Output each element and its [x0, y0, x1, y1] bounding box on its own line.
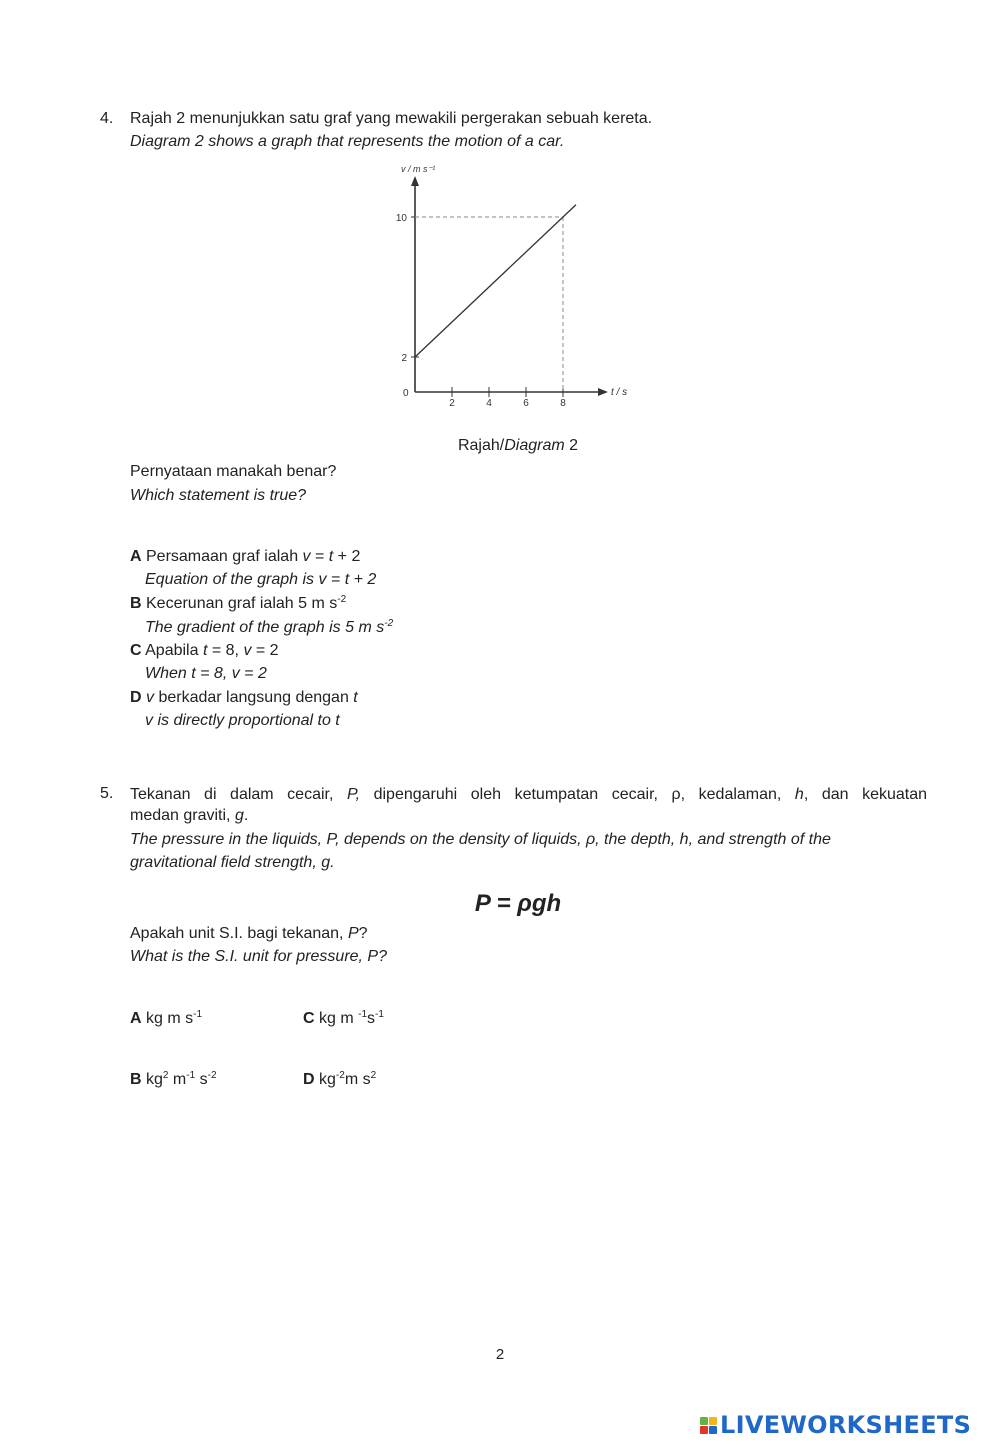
option-text: Persamaan graf ialah — [141, 548, 303, 565]
origin-label: 0 — [403, 388, 409, 399]
x-tick-label: 8 — [560, 398, 566, 409]
var-v: v — [302, 548, 311, 565]
caption-number: 2 — [564, 437, 579, 454]
q4-option-d-en: v is directly proportional to t — [145, 712, 340, 729]
option-letter: D — [130, 689, 142, 706]
q4-option-d[interactable] — [130, 688, 358, 708]
var-h: h — [794, 786, 804, 803]
superscript: -2 — [335, 1070, 345, 1081]
option-letter: D — [303, 1071, 315, 1088]
option-text: m — [168, 1071, 187, 1088]
x-tick-label: 6 — [523, 398, 529, 409]
var-t: t — [202, 642, 208, 659]
var-v: v — [146, 689, 155, 706]
superscript: -1 — [358, 1009, 368, 1020]
q5-option-d[interactable] — [303, 1070, 376, 1090]
var-p: P, — [346, 786, 361, 803]
question-5-prompt-ms — [130, 924, 368, 944]
option-text: s — [195, 1071, 208, 1088]
text: , dan kekuatan — [803, 786, 928, 803]
superscript: -1 — [186, 1070, 196, 1081]
option-text: kg — [314, 1071, 336, 1088]
option-text: = 2 — [251, 642, 279, 659]
question-4-text-en: Diagram 2 shows a graph that represents the motion of a car. — [130, 133, 565, 150]
option-text: berkadar langsung dengan — [154, 689, 354, 706]
var-t: t — [353, 689, 358, 706]
q5-option-c[interactable] — [303, 1009, 384, 1029]
superscript: 2 — [370, 1070, 377, 1081]
text: dipengaruhi oleh ketumpatan cecair, ρ, kedalaman, — [360, 786, 795, 803]
text: ? — [358, 925, 368, 942]
x-tick-label: 2 — [449, 398, 455, 409]
liveworksheets-logo[interactable] — [700, 1412, 971, 1438]
option-letter: A — [130, 1010, 142, 1027]
y-tick-label: 2 — [401, 353, 407, 364]
option-text: Apabila — [141, 642, 203, 659]
option-text: Kecerunan graf ialah 5 m s — [141, 595, 338, 612]
q4-option-b-en — [145, 618, 393, 638]
caption-ms: Rajah/ — [457, 437, 505, 454]
question-5-text-en-line2: gravitational field strength, g. — [130, 854, 335, 871]
superscript: -1 — [375, 1009, 384, 1020]
option-text: kg m s — [141, 1010, 194, 1027]
caption-en: Diagram — [504, 437, 565, 454]
question-4-prompt-en: Which statement is true? — [130, 487, 307, 504]
superscript: -2 — [384, 618, 394, 629]
option-text: The gradient of the graph is 5 m s — [145, 619, 385, 636]
y-tick-label: 10 — [395, 213, 407, 224]
logo-text: LIVEWORKSHEETS — [720, 1411, 972, 1439]
question-5-number: 5. — [100, 785, 114, 802]
question-4-number: 4. — [100, 110, 114, 127]
superscript: -2 — [337, 594, 347, 605]
option-text: kg — [141, 1071, 163, 1088]
var-g: g — [234, 807, 244, 824]
logo-mark-icon — [700, 1417, 717, 1434]
question-4-prompt-ms: Pernyataan manakah benar? — [130, 463, 337, 480]
option-letter: B — [130, 595, 142, 612]
y-axis-label: v / m s⁻¹ — [401, 164, 436, 174]
text: medan graviti, — [130, 807, 235, 824]
option-text: = — [310, 548, 329, 565]
var-p: P — [347, 925, 359, 942]
q4-option-a[interactable] — [130, 547, 360, 567]
y-axis-arrow-icon — [411, 176, 419, 186]
text: Apakah unit S.I. bagi tekanan, — [130, 925, 348, 942]
q5-option-b[interactable] — [130, 1070, 217, 1090]
x-tick-label: 4 — [486, 398, 492, 409]
question-5-text-ms-line1 — [130, 783, 927, 806]
text: . — [243, 807, 249, 824]
question-5-text-ms-line2 — [130, 806, 248, 826]
option-letter: A — [130, 548, 142, 565]
var-v: v — [243, 642, 252, 659]
x-axis-label: t / s — [611, 387, 628, 398]
option-letter: B — [130, 1071, 142, 1088]
superscript: -2 — [207, 1070, 217, 1081]
q4-option-c-en: When t = 8, v = 2 — [145, 665, 267, 682]
pressure-formula: P = ρgh — [474, 890, 562, 917]
superscript: 2 — [162, 1070, 169, 1081]
q4-option-c[interactable] — [130, 641, 279, 661]
x-axis-arrow-icon — [598, 388, 608, 396]
option-text: m s — [344, 1071, 371, 1088]
question-4-text-ms: Rajah 2 menunjukkan satu graf yang mewakili pergerakan sebuah kereta. — [130, 110, 653, 127]
velocity-time-graph — [370, 150, 670, 415]
q5-option-a[interactable] — [130, 1009, 202, 1029]
q4-option-a-en: Equation of the graph is v = t + 2 — [145, 571, 377, 588]
text: Tekanan di dalam cecair, — [130, 786, 347, 803]
superscript: -1 — [193, 1009, 203, 1020]
var-t: t — [328, 548, 334, 565]
page-number: 2 — [495, 1346, 505, 1363]
option-letter: C — [303, 1010, 315, 1027]
diagram-caption — [0, 436, 1000, 456]
option-text: + 2 — [333, 548, 361, 565]
question-5-prompt-en: What is the S.I. unit for pressure, P? — [130, 948, 387, 965]
question-5-text-en-line1: The pressure in the liquids, P, depends on the density of liquids, ρ, the depth, h, and strength of the — [130, 831, 831, 848]
option-text: = 8, — [207, 642, 244, 659]
option-letter: C — [130, 642, 142, 659]
series-line — [415, 205, 576, 357]
q4-option-b[interactable] — [130, 594, 346, 614]
option-text: s — [367, 1010, 376, 1027]
option-text: kg m — [314, 1010, 359, 1027]
